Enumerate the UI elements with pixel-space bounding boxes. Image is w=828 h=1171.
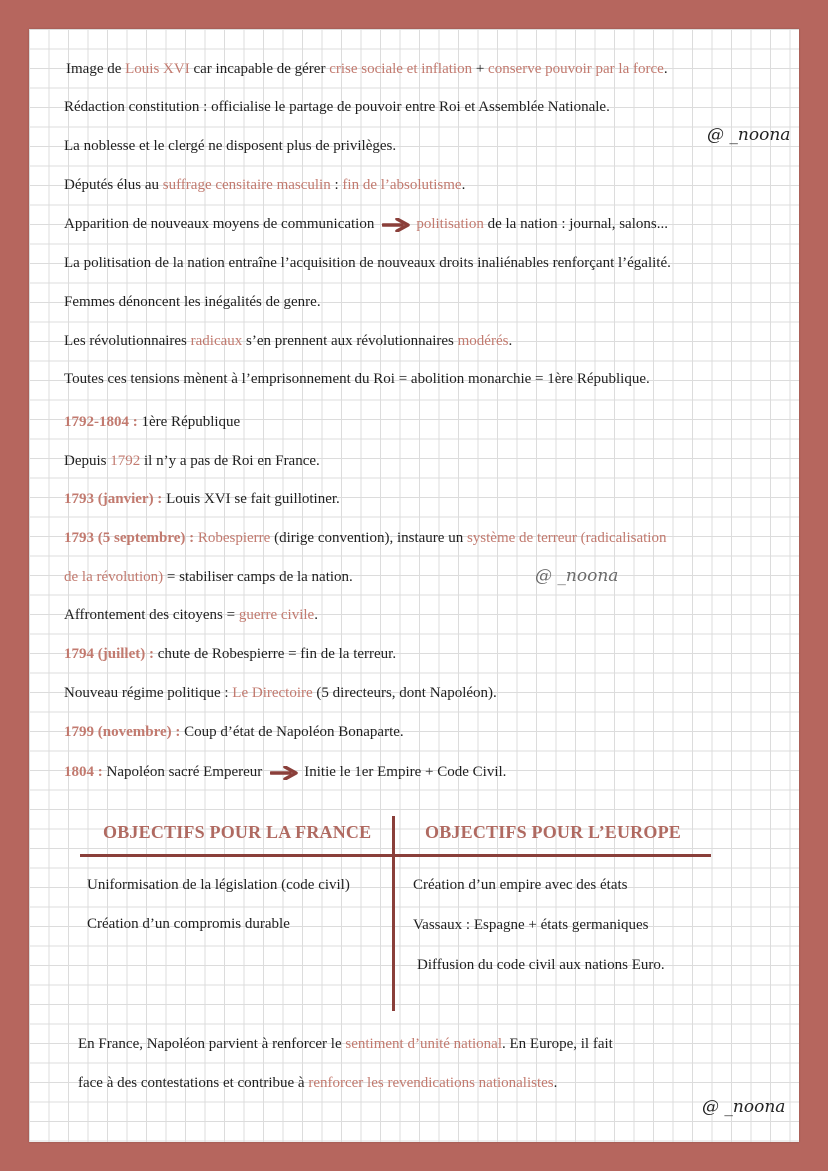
signature-watermark: @ _noona	[535, 566, 619, 586]
france-item: Uniformisation de la législation (code civil)	[87, 877, 350, 893]
timeline-1799	[64, 722, 404, 742]
text: face à des contestations et contribue à	[78, 1075, 309, 1091]
text: Initie le 1er Empire + Code Civil.	[304, 764, 507, 780]
signature-bottom: @ _noona	[702, 1097, 786, 1117]
text-line-17	[64, 683, 497, 703]
text: car incapable de gérer	[189, 61, 330, 77]
date: 1793 (janvier) :	[64, 491, 163, 507]
highlight: 1792	[110, 453, 141, 469]
text-line-6: La politisation de la nation entraîne l’acquisition de nouveaux droits inaliénables renforçant l’égalité.	[64, 255, 671, 271]
text-line-2: Rédaction constitution : officialise le partage de pouvoir entre Roi et Assemblée Nationale.	[64, 99, 610, 115]
timeline-1793-jan	[64, 489, 340, 509]
text: En France, Napoléon parvient à renforcer le	[78, 1036, 346, 1052]
timeline-1794	[64, 644, 396, 664]
date: 1793 (5 septembre) :	[64, 530, 195, 546]
text: Affrontement des citoyens =	[64, 607, 239, 623]
text: .	[553, 1075, 558, 1091]
highlight: suffrage censitaire masculin	[162, 177, 331, 193]
date: 1794 (juillet) :	[64, 646, 154, 662]
highlight: renforcer les revendications nationalistes	[308, 1075, 554, 1091]
date: 1804 :	[64, 764, 103, 780]
text: (dirige convention), instaure un	[270, 530, 467, 546]
text: Napoléon sacré Empereur	[102, 764, 263, 780]
signature: @ _noona	[707, 125, 791, 145]
highlight: radicaux	[190, 333, 243, 349]
text-line-14	[64, 567, 353, 587]
highlight: politisation	[416, 216, 484, 232]
arrow-right-icon	[382, 218, 410, 232]
text-line-8	[64, 331, 512, 351]
text: .	[314, 607, 318, 623]
text: Image de	[66, 61, 126, 77]
text-line-1	[66, 59, 668, 79]
text-line-11	[64, 451, 320, 471]
highlight: Le Directoire	[232, 685, 313, 701]
text: 1ère République	[137, 414, 241, 430]
text: s’en prennent aux révolutionnaires	[242, 333, 458, 349]
text: de la nation : journal, salons...	[483, 216, 668, 232]
highlight: crise sociale et inflation	[329, 61, 473, 77]
highlight: guerre civile	[238, 607, 315, 623]
text: (5 directeurs, dont Napoléon).	[312, 685, 497, 701]
text: .	[508, 333, 513, 349]
text: Apparition de nouveaux moyens de communication	[64, 216, 375, 232]
text: . En Europe, il fait	[502, 1036, 613, 1052]
highlight: modérés	[457, 333, 509, 349]
text-line-4	[64, 175, 465, 195]
date: 1799 (novembre) :	[64, 724, 181, 740]
timeline-1792	[64, 412, 240, 432]
france-item: Création d’un compromis durable	[87, 916, 290, 932]
text: il n’y a pas de Roi en France.	[140, 453, 320, 469]
europe-item: Création d’un empire avec des états	[413, 877, 628, 893]
text: chute de Robespierre = fin de la terreur.	[153, 646, 397, 662]
timeline-1804	[64, 762, 506, 782]
highlight: sentiment d’unité national	[345, 1036, 503, 1052]
text-line-9: Toutes ces tensions mènent à l’emprisonnement du Roi = abolition monarchie = 1ère République.	[64, 371, 650, 387]
text: Coup d’état de Napoléon Bonaparte.	[180, 724, 404, 740]
highlight: fin de l’absolutisme	[342, 177, 462, 193]
text: Les révolutionnaires	[64, 333, 191, 349]
arrow-right-icon	[270, 766, 298, 780]
highlight: conserve pouvoir par la force	[488, 61, 664, 77]
conclusion-line-1	[78, 1034, 613, 1054]
text: Louis XVI se fait guillotiner.	[162, 491, 340, 507]
date: 1792-1804 :	[64, 414, 138, 430]
text: Depuis	[64, 453, 111, 469]
text-line-15	[64, 605, 318, 625]
text: Nouveau régime politique :	[64, 685, 233, 701]
highlight: Robespierre	[194, 530, 271, 546]
text: +	[472, 61, 489, 77]
text: .	[461, 177, 466, 193]
text: = stabiliser camps de la nation.	[163, 569, 353, 585]
table-header-france: OBJECTIFS POUR LA FRANCE	[103, 822, 372, 842]
table-divider-horizontal	[80, 854, 711, 857]
table-divider-vertical	[392, 816, 395, 1011]
europe-item: Vassaux : Espagne + états germaniques	[413, 917, 649, 933]
text-line-7: Femmes dénoncent les inégalités de genre.	[64, 294, 321, 310]
highlight: système de terreur (radicalisation	[466, 530, 667, 546]
timeline-1793-sep	[64, 528, 666, 548]
table-header-europe: OBJECTIFS POUR L’EUROPE	[425, 822, 681, 842]
text: Députés élus au	[64, 177, 163, 193]
highlight: Louis XVI	[125, 61, 190, 77]
text: .	[663, 61, 668, 77]
conclusion-line-2	[78, 1073, 557, 1093]
highlight: de la révolution)	[64, 569, 164, 585]
text-line-5	[64, 214, 668, 234]
europe-item: Diffusion du code civil aux nations Euro.	[417, 957, 665, 973]
text-line-3: La noblesse et le clergé ne disposent plus de privilèges.	[64, 138, 397, 154]
text: :	[330, 177, 343, 193]
